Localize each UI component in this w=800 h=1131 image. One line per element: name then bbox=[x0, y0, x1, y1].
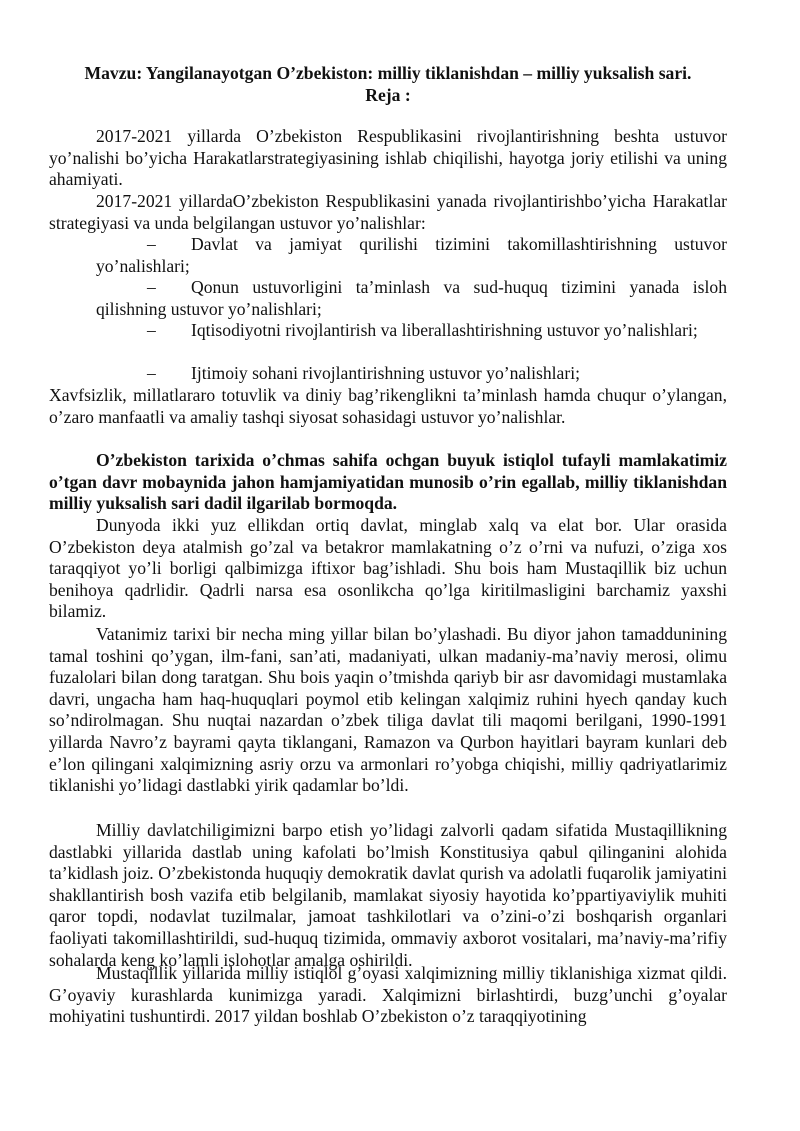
body-paragraph-4: Mustaqillik yillarida milliy istiqlol g’oyasi xalqimizning milliy tiklanishiga xizmat qildi. G’oyaviy kurashlarda kunimizga yaradi. Xalqimizni birlashtirdi, buzg’unchi g’oyalar mohiyatini tushuntirdi. 2017 yildan boshlab O’zbekiston o’z taraqqiyotining bbox=[49, 963, 727, 1027]
document-title: Mavzu: Yangilanayotgan O’zbekiston: milliy tiklanishdan – milliy yuksalish sari. bbox=[84, 63, 692, 83]
plan-list-item-text: Iqtisodiyotni rivojlantirish va liberallashtirishning ustuvor yo’nalishlari; bbox=[191, 320, 698, 340]
dash-marker: – bbox=[147, 363, 156, 383]
plan-list-item bbox=[96, 277, 727, 320]
plan-paragraph-2: 2017-2021 yillardaO’zbekiston Respublikasini yanada rivojlantirishbo’yicha Harakatlar strategiyasi va unda belgilangan ustuvor yo’nalishlar: bbox=[49, 191, 727, 233]
plan-paragraph-1: 2017-2021 yillarda O’zbekiston Respublikasini rivojlantirishning beshta ustuvor yo’nalishi bo’yicha Harakatlarstrategiyasining ishlab chiqilishi, hayotga joriy etilishi va uning ahamiyati. bbox=[49, 126, 727, 190]
body-paragraph-3: Milliy davlatchiligimizni barpo etish yo’lidagi zalvorli qadam sifatida Mustaqillikning dastlabki yillarida dastlab uning kafolati bo’lmish Konstitusiya qabul qilinganini alohida ta’kidlash joiz. O’zbekistonda huquqiy demokratik davlat qurish va adolatli fuqarolik jamiyatini shakllantirish bosh vazifa etib belgilanib, mamlakat siyosiy hayotida ko’ppartiyaviylik muhiti qaror topdi, nodavlat tuzilmalar, jamoat tashkilotlari va o’zini-o’zi boshqarish organlari faoliyati takomillashtirildi, sud-huquq tizimida, ommaviy axborot vositalari, ma’naviy-ma’rifiy sohalarda keng ko’lamli islohotlar amalga oshirildi. bbox=[49, 820, 727, 970]
plan-list-item-text: Qonun ustuvorligini ta’minlash va sud-huquq tizimini yanada isloh qilishning ustuvor yo’nalishlari; bbox=[96, 277, 727, 319]
body-paragraph-2: Vatanimiz tarixi bir necha ming yillar bilan bo’ylashadi. Bu diyor jahon tamaddunining tamal toshini qo’ygan, ilm-fani, san’ati, madaniyati, ulkan madaniy-ma’naviy merosi, olimu fuzalolari bilan dong taratgan. Shu bois yaqin o’tmishda qariyb bir asr davomidagi mustamlaka davri, ungacha ham haq-huquqlari poymol etib kelingan xalqimiz ruhini hyech qanday kuch so’ndirolmagan. Shu nuqtai nazardan o’zbek tiliga davlat tili maqomi berilgani, 1990-1991 yillarda Navro’z bayrami qayta tiklangani, Ramazon va Qurbon hayitlari bayram kunlari deb e’lon qilingani xalqimizning asriy orzu va armonlari ro’yobga chiqishi, milliy qadriyatlarimiz tiklanishi yo’lidagi dastlabki yirik qadamlar bo’ldi. bbox=[49, 624, 727, 796]
document-page bbox=[49, 0, 727, 1131]
dash-marker: – bbox=[147, 277, 156, 297]
plan-list-item-text: Davlat va jamiyat qurilishi tizimini takomillashtirishning ustuvor yo’nalishlari; bbox=[96, 234, 727, 276]
plan-list-item bbox=[96, 320, 727, 342]
section-heading-bold: O’zbekiston tarixida o’chmas sahifa ochgan buyuk istiqlol tufayli mamlakatimiz o’tgan davr mobaynida jahon hamjamiyatidan munosib o’rin egallab, milliy tiklanishdan milliy yuksalish sari dadil ilgarilab bormoqda. bbox=[49, 450, 727, 514]
plan-list-item bbox=[96, 234, 727, 277]
plan-list-item-text: Ijtimoiy sohani rivojlantirishning ustuvor yo’nalishlari; bbox=[191, 363, 580, 383]
plan-paragraph-3: Xavfsizlik, millatlararo totuvlik va diniy bag’rikenglikni ta’minlash hamda chuqur o’ylangan, o’zaro manfaatli va amaliy tashqi siyosat sohasidagi ustuvor yo’nalishlar. bbox=[49, 385, 727, 427]
dash-marker: – bbox=[147, 234, 156, 254]
body-paragraph-1: Dunyoda ikki yuz ellikdan ortiq davlat, minglab xalq va elat bor. Ular orasida O’zbekiston deya atalmish go’zal va betakror mamlakatning o’z o’rni va nufuzi, o’ziga xos taraqqiyot yo’li borligi qalbimizga iftixor bag’ishladi. Shu bois ham Mustaqillik biz uchun benihoya qadrlidir. Qadrli narsa esa osonlikcha qo’lga kiritilmasligini barchamiz yaxshi bilamiz. bbox=[49, 515, 727, 622]
dash-marker: – bbox=[147, 320, 156, 340]
plan-heading: Reja : bbox=[365, 85, 411, 105]
plan-list-item bbox=[96, 363, 727, 385]
